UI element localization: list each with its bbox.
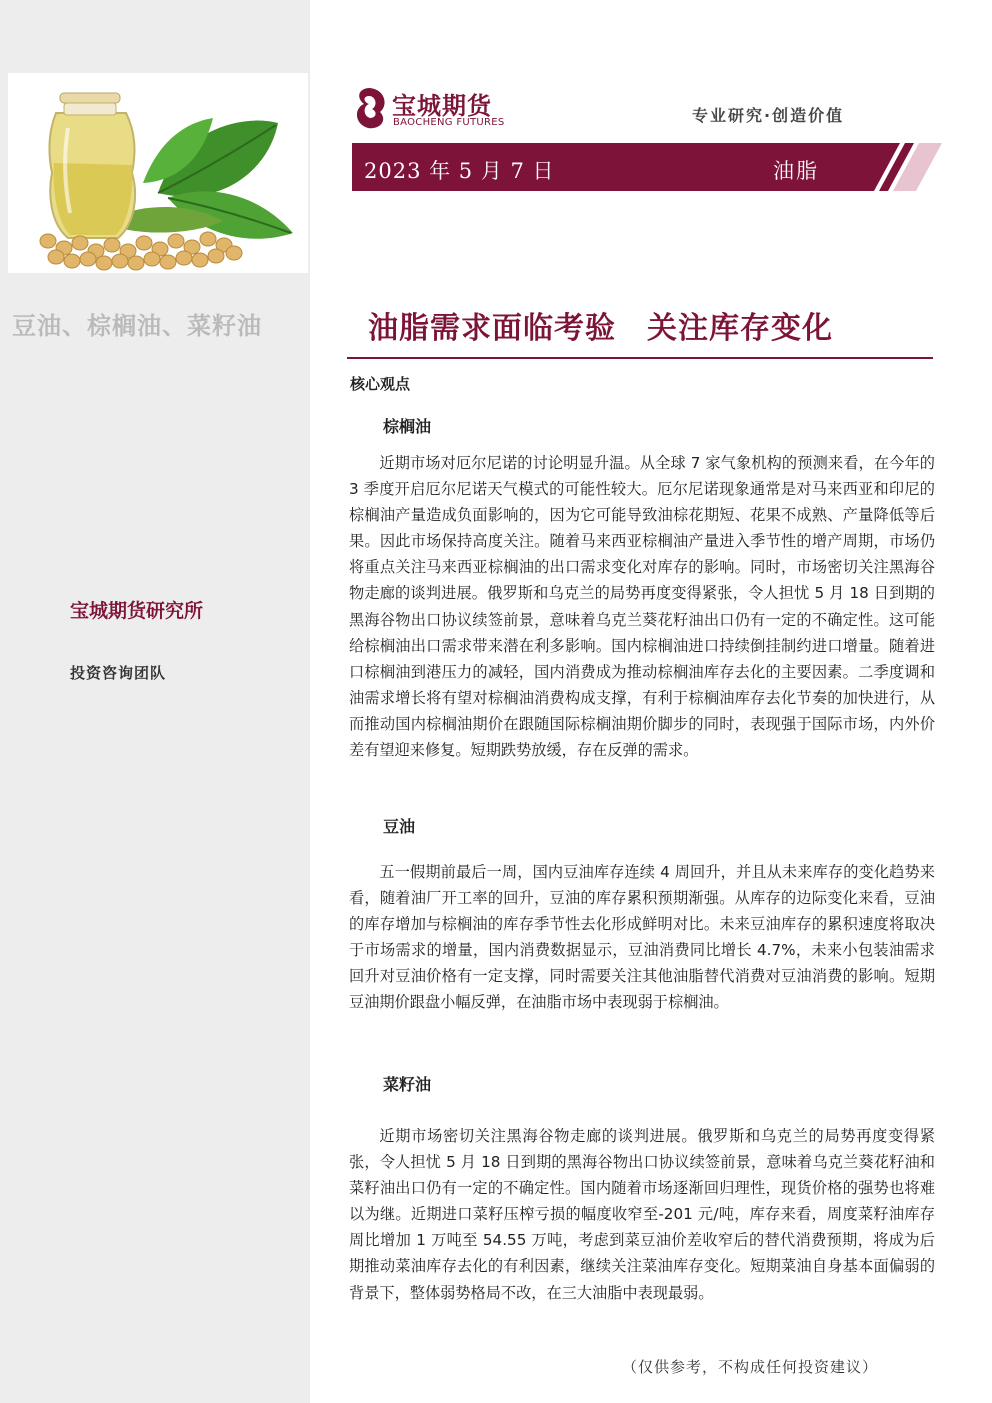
section-heading-soybean-oil: 豆油 bbox=[383, 817, 416, 836]
logo-english-text: BAOCHENG FUTURES bbox=[393, 117, 505, 128]
report-category: 油脂 bbox=[773, 159, 819, 183]
section-body-palm-oil: 近期市场对厄尔尼诺的讨论明显升温。从全球 7 家气象机构的预测来看，在今年的 3 季度开启厄尔尼诺天气模式的可能性较大。厄尔尼诺现象通常是对马来西亚和印尼的棕榈油产量造成负面影响的，因为它可能导致油棕花期短、花果不成熟、产量降低等后果。因此市场保持高度关注。随着马来西亚棕榈油产量进入季节性的增产周期，市场仍将重点关注马来西亚棕榈油的出口需求变化对库存的影响。同时，市场密切关注黑海谷物走廊的谈判进展。俄罗斯和乌克兰的局势再度变得紧张，令人担忧 5 月 18 日到期的黑海谷物出口协议续签前景，意味着乌克兰葵花籽油出口仍有一定的不确定性。这可能给棕榈油出口需求带来潜在利多影响。国内棕榈油进口持续倒挂制约进口增量。随着进口棕榈油到港压力的减轻，国内消费成为推动棕榈油库存去化的主要因素。二季度调和油需求增长将有望对棕榈油消费构成支撑，有利于棕榈油库存去化节奏的加快进行，从而推动国内棕榈油期价在跟随国际棕榈油期价脚步的同时，表现强于国际市场，内外价差有望迎来修复。短期跌势放缓，存在反弹的需求。 bbox=[349, 454, 935, 760]
section-heading-rapeseed-oil: 菜籽油 bbox=[383, 1075, 432, 1094]
slogan: 专业研究·创造价值 bbox=[692, 106, 845, 125]
title-divider bbox=[347, 357, 933, 359]
section-body-soybean-oil: 五一假期前最后一周，国内豆油库存连续 4 周回升，并且从未来库存的变化趋势来看，随着油厂开工率的回升，豆油的库存累积预期渐强。从库存的边际变化来看，豆油的库存增加与棕榈油的库存季节性去化形成鲜明对比。未来豆油库存的累积速度将取决于市场需求的增量，国内消费数据显示，豆油消费同比增长 4.7%，未来小包装油需求回升对豆油价格有一定支撑，同时需要关注其他油脂替代消费对豆油消费的影响。短期豆油期价跟盘小幅反弹，在油脂市场中表现弱于棕榈油。 bbox=[349, 863, 935, 1012]
section-heading-palm-oil: 棕榈油 bbox=[383, 417, 432, 436]
logo-chinese-text: 宝城期货 bbox=[392, 92, 492, 120]
product-image bbox=[8, 73, 308, 273]
section-body-rapeseed-oil: 近期市场密切关注黑海谷物走廊的谈判进展。俄罗斯和乌克兰的局势再度变得紧张，令人担忧 5 月 18 日到期的黑海谷物出口协议续签前景，意味着乌克兰葵花籽油和菜籽油出口仍有一定的不确定性。国内随着市场逐渐回归理性，现货价格的强势也将难以为继。近期进口菜籽压榨亏损的幅度收窄至-201 元/吨，库存来看，周度菜籽油库存周比增加 1 万吨至 54.55 万吨，考虑到菜豆油价差收窄后的替代消费预期，将成为后期推动菜油库存去化的有利因素，继续关注菜油库存变化。短期菜油自身基本面偏弱的背景下，整体弱势格局不改，在三大油脂中表现最弱。 bbox=[349, 1127, 935, 1302]
report-date: 2023 年 5 月 7 日 bbox=[364, 159, 555, 183]
product-title: 豆油、棕榈油、菜籽油 bbox=[12, 312, 262, 340]
team-name: 投资咨询团队 bbox=[70, 664, 167, 682]
page-title: 油脂需求面临考验 关注库存变化 bbox=[368, 311, 833, 346]
institute-name: 宝城期货研究所 bbox=[70, 600, 204, 622]
disclaimer: （仅供参考，不构成任何投资建议） bbox=[622, 1358, 879, 1376]
oil-jar-and-soybeans-illustration bbox=[8, 73, 308, 273]
core-view-label: 核心观点 bbox=[350, 375, 411, 393]
